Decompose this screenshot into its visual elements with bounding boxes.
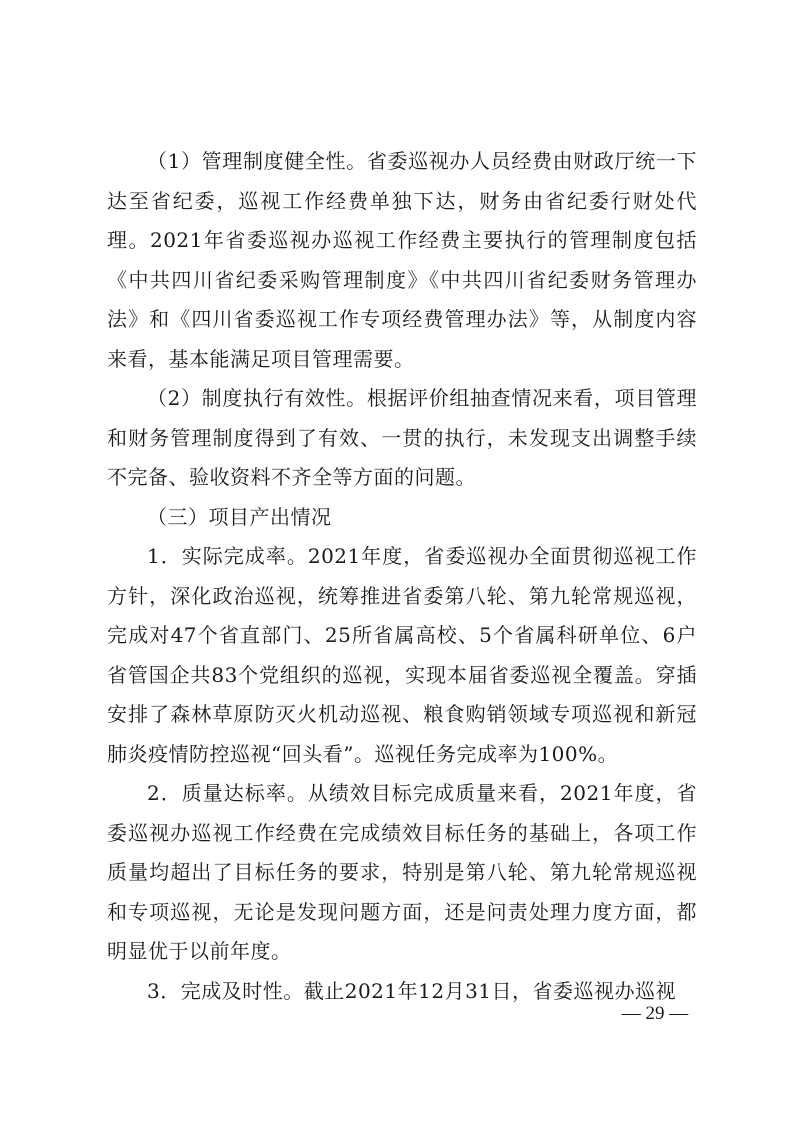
paragraph-completion-rate: 1．实际完成率。2021年度，省委巡视办全面贯彻巡视工作方针，深化政治巡视，统筹推进省委第八轮、第九轮常规巡视，完成对47个省直部门、25所省属高校、5个省属科研单位、6户省管国企共83个党组织的巡视，实现本届省委巡视全覆盖。穿插安排了森林草原防灭火机动巡视、粮食购销领域专项巡视和新冠肺炎疫情防控巡视“回头看”。巡视任务完成率为100%。 xyxy=(107,544,697,766)
paragraph-management-system: （1）管理制度健全性。省委巡视办人员经费由财政厅统一下达至省纪委，巡视工作经费单独下达，财务由省纪委行财处代理。2021年省委巡视办巡视工作经费主要执行的管理制度包括《中共四川省纪委采购管理制度》《中共四川省纪委财务管理办法》和《四川省委巡视工作专项经费管理办法》等，从制度内容来看，基本能满足项目管理需要。 xyxy=(107,149,697,371)
document-body xyxy=(107,142,697,1011)
paragraph-quality-rate: 2．质量达标率。从绩效目标完成质量来看，2021年度，省委巡视办巡视工作经费在完成绩效目标任务的基础上，各项工作质量均超出了目标任务的要求，特别是第八轮、第九轮常规巡视和专项巡视，无论是发现问题方面，还是问责处理力度方面，都明显优于以前年度。 xyxy=(107,781,697,963)
paragraph-system-execution: （2）制度执行有效性。根据评价组抽查情况来看，项目管理和财务管理制度得到了有效、一贯的执行，未发现支出调整手续不完备、验收资料不齐全等方面的问题。 xyxy=(107,386,697,489)
page-number: — 29 — xyxy=(621,1003,689,1024)
section-heading-project-output: （三）项目产出情况 xyxy=(147,504,332,529)
paragraph-timeliness: 3．完成及时性。截止2021年12月31日，省委巡视办巡视 xyxy=(147,978,677,1003)
